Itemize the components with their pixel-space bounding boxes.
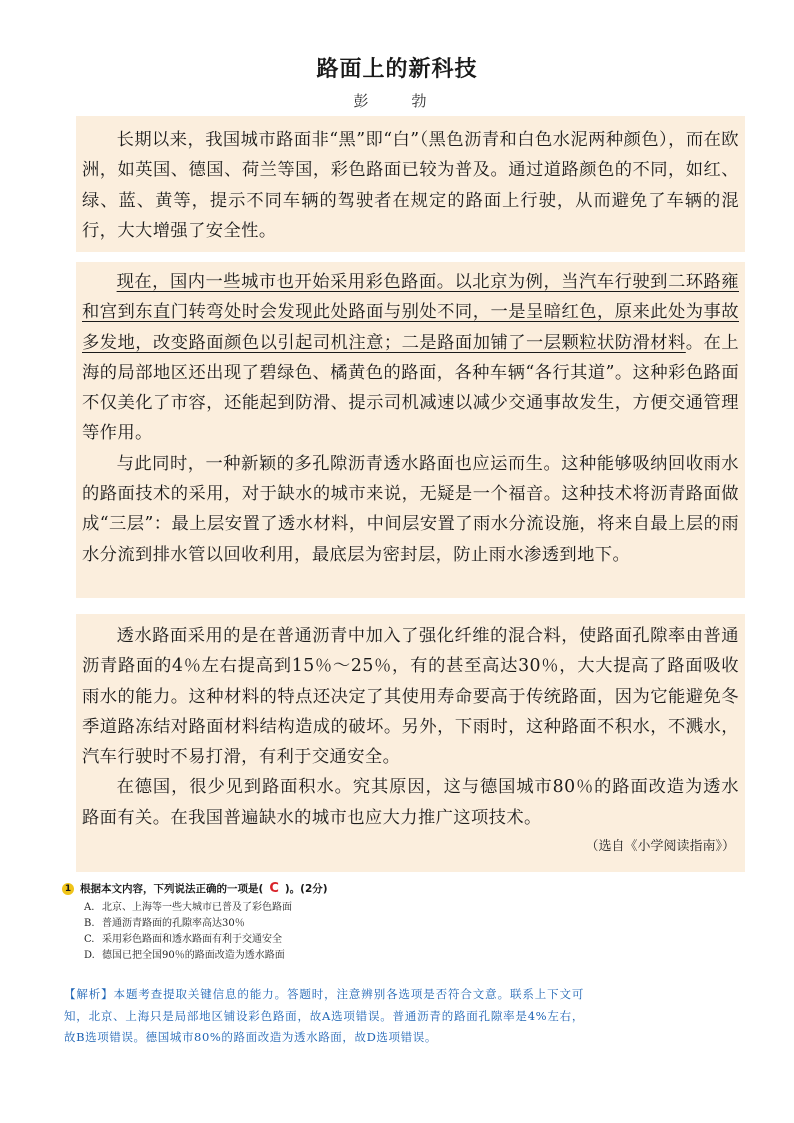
passage-block-2 [76, 262, 745, 598]
option-text: 采用彩色路面和透水路面有利于交通安全 [102, 934, 282, 945]
paragraph-5: 在德国，很少见到路面积水。究其原因，这与德国城市80％的路面改造为透水路面有关。在我国普遍缺水的城市也应大力推广这项技术。 [82, 777, 739, 828]
article-author: 彭 勃 [353, 92, 441, 110]
option-b [84, 916, 742, 932]
paragraph-2 [82, 267, 739, 449]
question-1 [62, 880, 742, 964]
question-stem [62, 880, 742, 898]
option-d [84, 948, 742, 964]
question-stem-score: )。(2分) [284, 883, 328, 895]
question-answer: C [269, 881, 279, 896]
passage-block-3 [76, 614, 745, 872]
option-letter: B. [84, 918, 95, 929]
option-c [84, 932, 742, 948]
option-letter: D. [84, 950, 95, 961]
question-stem-text: 根据本文内容，下列说法正确的一项是( [80, 883, 264, 895]
passage-block-1 [76, 116, 745, 252]
question-number-badge: 1 [62, 883, 74, 895]
underlined-sentence: 现在，国内一些城市也开始采用彩色路面。以北京为例，当汽车行驶到二环路雍和宫到东直门转弯处时会发现此处路面与别处不同，一是呈暗红色，原来此处为事故多发地，改变路面颜色以引起司机注意；二是路面加铺了一层颗粒状防滑材料 [82, 272, 739, 353]
paragraph-1: 长期以来，我国城市路面非“黑”即“白”（黑色沥青和白色水泥两种颜色），而在欧洲，如英国、德国、荷兰等国，彩色路面已较为普及。通过道路颜色的不同，如红、绿、蓝、黄等，提示不同车辆的驾驶者在规定的路面上行驶，从而避免了车辆的混行，大大增强了安全性。 [82, 130, 739, 241]
option-a [84, 900, 742, 916]
option-text: 北京、上海等一些大城市已普及了彩色路面 [102, 902, 292, 913]
article-source: （选自《小学阅读指南》） [585, 839, 735, 855]
question-options [84, 900, 742, 964]
article-title: 路面上的新科技 [316, 57, 478, 82]
paragraph-4: 透水路面采用的是在普通沥青中加入了强化纤维的混合料，使路面孔隙率由普通沥青路面的4％左右提高到15％～25％，有的甚至高达30％，大大提高了路面吸收雨水的能力。这种材料的特点还决定了其使用寿命要高于传统路面，因为它能避免冬季道路冻结对路面材料结构造成的破坏。另外，下雨时，这种路面不积水，不溅水，汽车行驶时不易打滑，有利于交通安全。 [82, 626, 739, 768]
paragraph-3: 与此同时，一种新颖的多孔隙沥青透水路面也应运而生。这种能够吸纳回收雨水的路面技术的采用，对于缺水的城市来说，无疑是一个福音。这种技术将沥青路面做成“三层”：最上层安置了透水材料，中间层安置了雨水分流设施，将来自最上层的雨水分流到排水管以回收利用，最底层为密封层，防止雨水渗透到地下。 [82, 453, 739, 565]
option-text: 普通沥青路面的孔隙率高达30％ [102, 918, 245, 929]
option-letter: A. [84, 902, 95, 913]
paragraph-2-rest: 。在上海的局部地区还出现了碧绿色、橘黄色的路面，各种车辆“各行其道”。这种彩色路面不仅美化了市容，还能起到防滑、提示司机减速以减少交通事故发生，方便交通管理等作用。 [82, 332, 739, 444]
option-text: 德国已把全国90％的路面改造为透水路面 [102, 950, 285, 961]
answer-analysis: 【解析】本题考查提取关键信息的能力。答题时，注意辨别各选项是否符合文意。联系上下文可知，北京、上海只是局部地区铺设彩色路面，故A选项错误。普通沥青的路面孔隙率是4%左右，故B选项错误。德国城市80%的路面改造为透水路面，故D选项错误。 [64, 987, 584, 1044]
option-letter: C. [84, 934, 95, 945]
